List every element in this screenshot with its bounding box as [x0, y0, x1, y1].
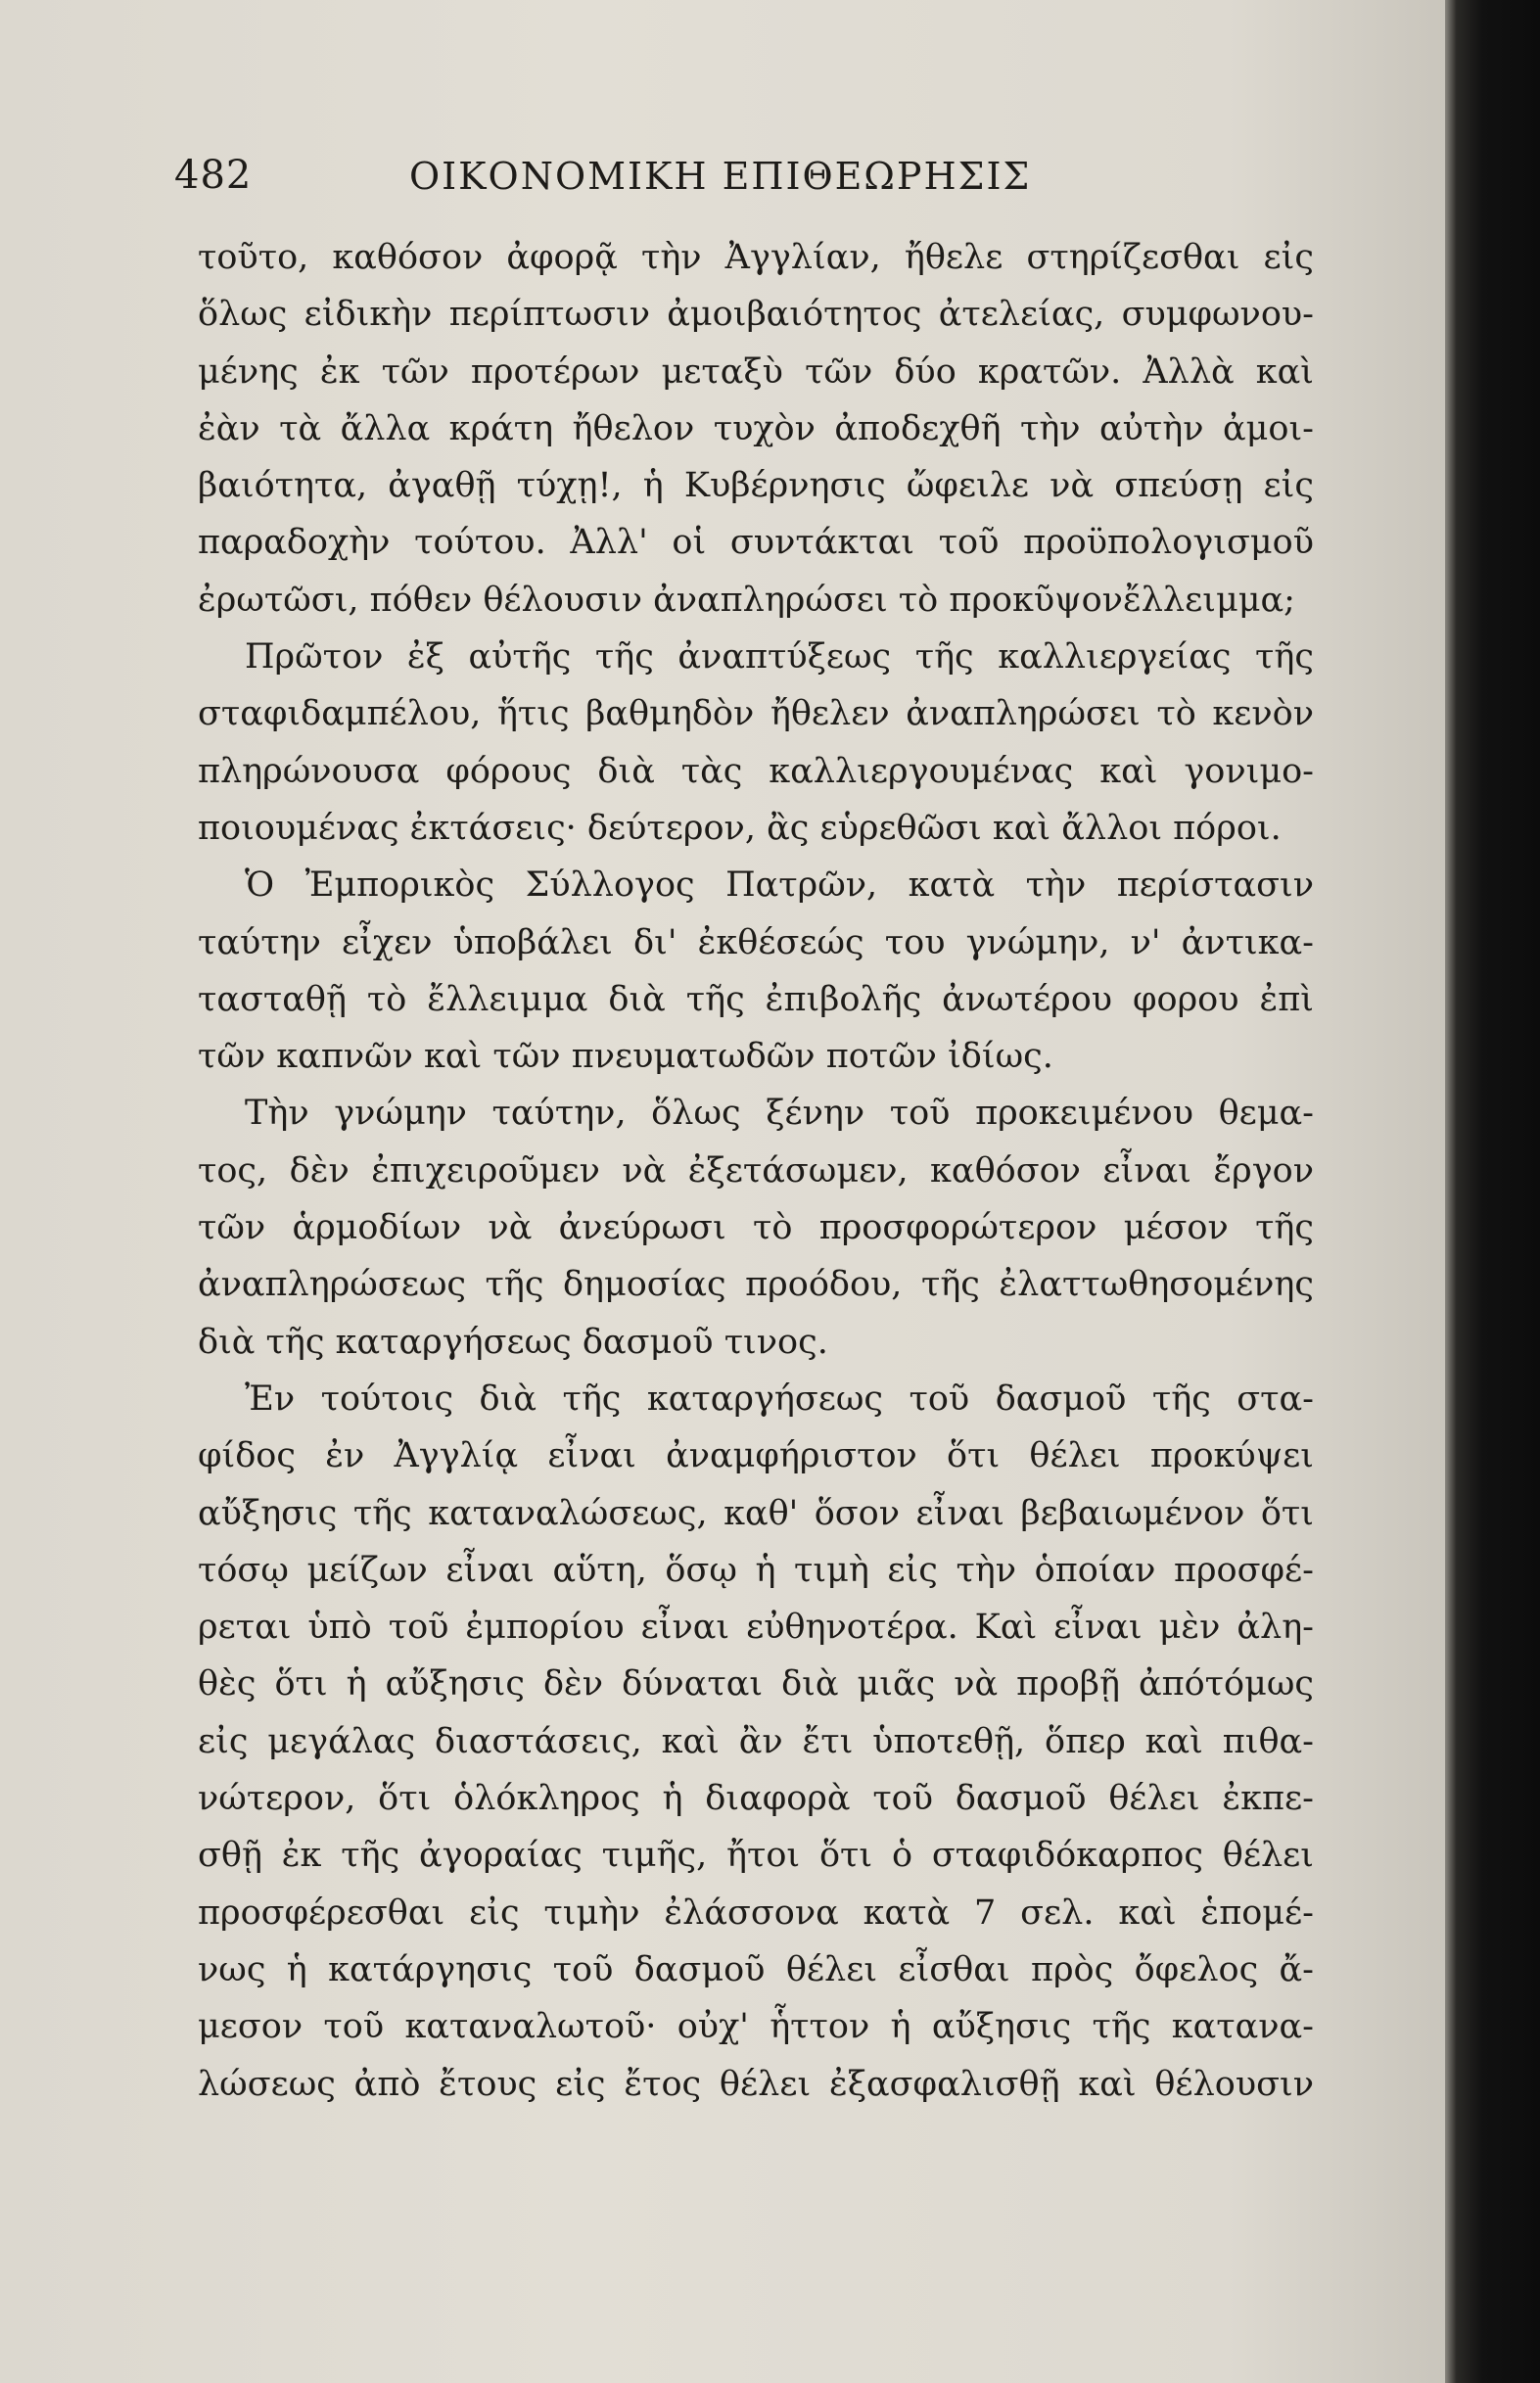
- text-line: λώσεως ἀπὸ ἔτους εἰς ἔτος θέλει ἐξασφαλισθῇ καὶ θέλουσιν: [198, 2064, 1314, 2104]
- text-line: πληρώνουσα φόρους διὰ τὰς καλλιεργουμένας καὶ γονιμο-: [198, 751, 1314, 791]
- page-header: [174, 147, 1055, 206]
- text-line: Τὴν γνώμην ταύτην, ὅλως ξένην τοῦ προκειμένου θεμα-: [245, 1094, 1314, 1134]
- text-line: τῶν καπνῶν καὶ τῶν πνευματωδῶν ποτῶν ἰδίως.: [198, 1037, 1053, 1077]
- text-line: ὅλως εἰδικὴν περίπτωσιν ἀμοιβαιότητος ἀτελείας, συμφωνου-: [198, 295, 1314, 335]
- book-spine-shadow: [1445, 0, 1540, 2383]
- text-line: αὔξησις τῆς καταναλώσεως, καθ' ὅσον εἶναι βεβαιωμένον ὅτι: [198, 1493, 1314, 1533]
- text-line: τοῦτο, καθόσον ἀφορᾷ τὴν Ἀγγλίαν, ἤθελε στηρίζεσθαι εἰς: [198, 238, 1314, 277]
- text-line: νώτερον, ὅτι ὁλόκληρος ἡ διαφορὰ τοῦ δασμοῦ θέλει ἐκπε-: [198, 1779, 1314, 1819]
- text-line: ἐὰν τὰ ἄλλα κράτη ἤθελον τυχὸν ἀποδεχθῆ τὴν αὐτὴν ἀμοι-: [198, 408, 1314, 448]
- text-line: διὰ τῆς καταργήσεως δασμοῦ τινος.: [198, 1322, 828, 1362]
- text-line: Ὁ Ἐμπορικὸς Σύλλογος Πατρῶν, κατὰ τὴν περίστασιν: [245, 865, 1314, 906]
- running-title: ΟΙΚΟΝΟΜΙΚΗ ΕΠΙΘΕΩΡΗΣΙΣ: [409, 155, 1032, 198]
- text-line: θὲς ὅτι ἡ αὔξησις δὲν δύναται διὰ μιᾶς νὰ προβῇ ἀπότόμως: [198, 1664, 1314, 1705]
- text-line: τόσῳ μείζων εἶναι αὕτη, ὅσῳ ἡ τιμὴ εἰς τὴν ὁποίαν προσφέ-: [198, 1550, 1314, 1590]
- text-line: τασταθῇ τὸ ἔλλειμμα διὰ τῆς ἐπιβολῆς ἀνωτέρου φορου ἐπὶ: [198, 979, 1314, 1019]
- text-line: νως ἡ κατάργησις τοῦ δασμοῦ θέλει εἶσθαι πρὸς ὄφελος ἄ-: [198, 1949, 1314, 1989]
- text-line: Ἐν τούτοις διὰ τῆς καταργήσεως τοῦ δασμοῦ τῆς στα-: [245, 1378, 1314, 1419]
- text-line: ρεται ὑπὸ τοῦ ἐμπορίου εἶναι εὐθηνοτέρα. Καὶ εἶναι μὲν ἀλη-: [198, 1608, 1314, 1648]
- text-line: ποιουμένας ἐκτάσεις· δεύτερον, ἂς εὑρεθῶσι καὶ ἄλλοι πόροι.: [198, 808, 1282, 848]
- text-line: εἰς μεγάλας διαστάσεις, καὶ ἂν ἔτι ὑποτεθῇ, ὅπερ καὶ πιθα-: [198, 1721, 1314, 1761]
- body-text: [198, 229, 1314, 2113]
- text-line: ταύτην εἶχεν ὑποβάλει δι' ἐκθέσεώς του γνώμην, ν' ἀντικα-: [198, 922, 1314, 962]
- text-line: σθῇ ἐκ τῆς ἀγοραίας τιμῆς, ἤτοι ὅτι ὁ σταφιδόκαρπος θέλει: [198, 1836, 1314, 1876]
- text-line: τος, δὲν ἐπιχειροῦμεν νὰ ἐξετάσωμεν, καθόσον εἶναι ἔργον: [198, 1150, 1314, 1191]
- text-line: τῶν ἁρμοδίων νὰ ἀνεύρωσι τὸ προσφορώτερον μέσον τῆς: [198, 1208, 1314, 1248]
- text-line: μεσον τοῦ καταναλωτοῦ· οὐχ' ἧττον ἡ αὔξησις τῆς κατανα-: [198, 2007, 1314, 2047]
- text-line: προσφέρεσθαι εἰς τιμὴν ἐλάσσονα κατὰ 7 σελ. καὶ ἑπομέ-: [198, 1892, 1314, 1933]
- page-number: 482: [174, 153, 253, 198]
- text-line: βαιότητα, ἀγαθῇ τύχῃ!, ἡ Κυβέρνησις ὤφειλε νὰ σπεύσῃ εἰς: [198, 466, 1314, 506]
- text-line: σταφιδαμπέλου, ἥτις βαθμηδὸν ἤθελεν ἀναπληρώσει τὸ κενὸν: [198, 694, 1314, 734]
- text-line: παραδοχὴν τούτου. Ἀλλ' οἱ συντάκται τοῦ προϋπολογισμοῦ: [198, 523, 1314, 563]
- text-line: φίδος ἐν Ἀγγλίᾳ εἶναι ἀναμφήριστον ὅτι θέλει προκύψει: [198, 1436, 1314, 1476]
- text-line: Πρῶτον ἐξ αὐτῆς τῆς ἀναπτύξεως τῆς καλλιεργείας τῆς: [245, 637, 1314, 678]
- text-line: ἀναπληρώσεως τῆς δημοσίας προόδου, τῆς ἐλαττωθησομένης: [198, 1265, 1314, 1305]
- text-line: ἐρωτῶσι, πόθεν θέλουσιν ἀναπληρώσει τὸ προκῦψονἔλλειμμα;: [198, 580, 1295, 620]
- text-line: μένης ἐκ τῶν προτέρων μεταξὺ τῶν δύο κρατῶν. Ἀλλὰ καὶ: [198, 351, 1314, 392]
